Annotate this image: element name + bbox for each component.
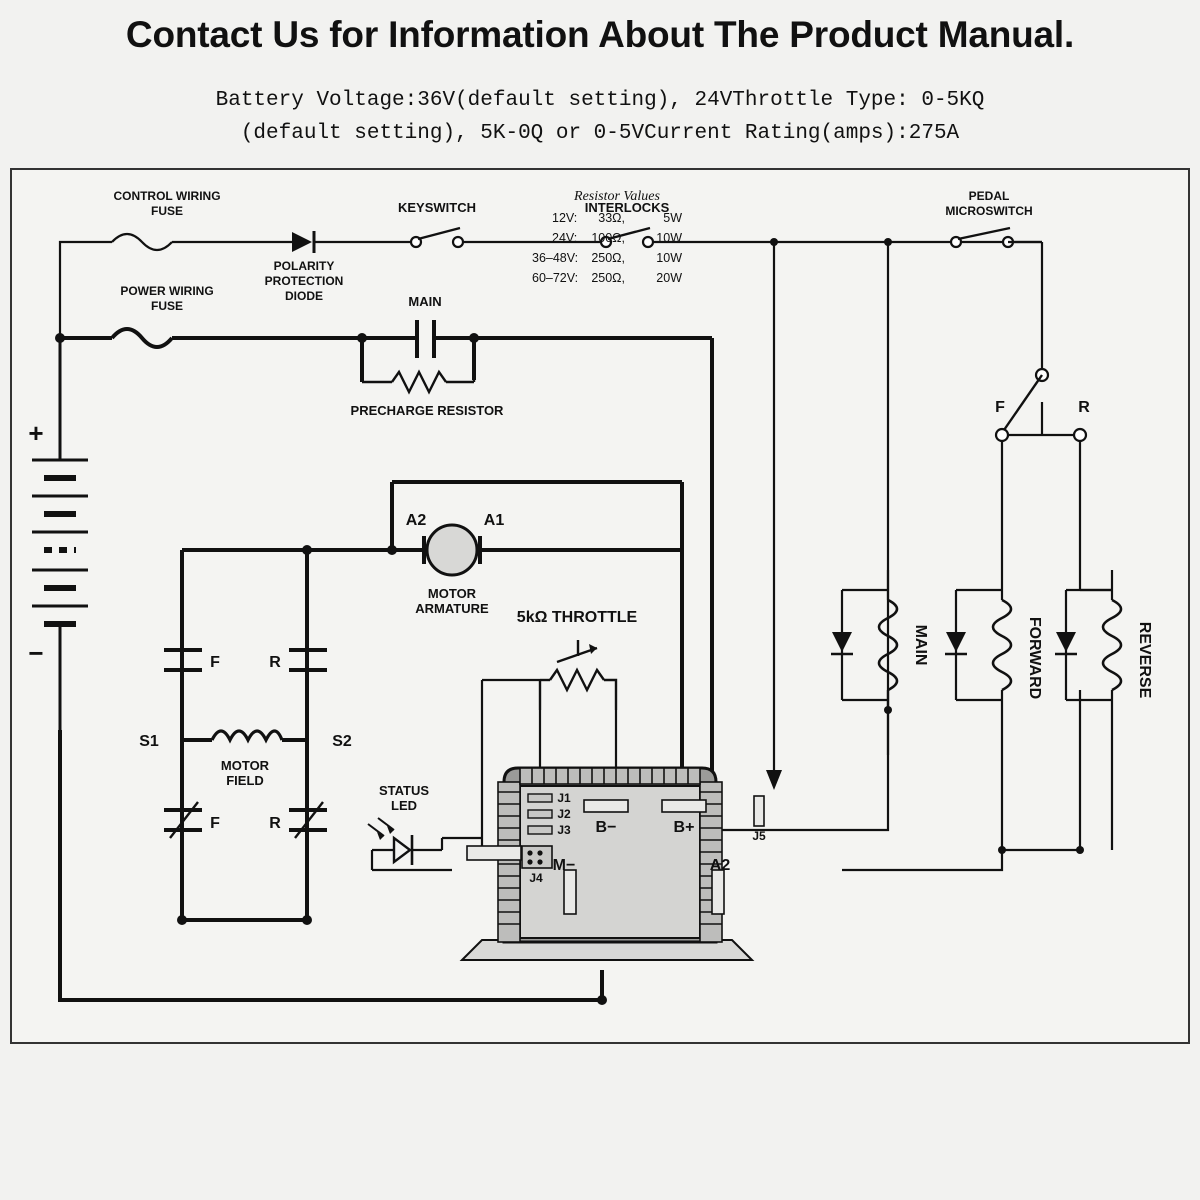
reverse-coil-label: REVERSE <box>1136 621 1153 699</box>
field-contact-f-upper-label: F <box>210 654 220 671</box>
selector-f-label: F <box>995 399 1005 416</box>
connector-j1-label: J1 <box>557 791 571 805</box>
terminal-m-minus-label: M− <box>552 857 576 874</box>
terminal-a2-label: A2 <box>709 857 731 874</box>
pedal-microswitch-label-2: MICROSWITCH <box>945 204 1033 218</box>
motor-armature-label-1: MOTOR <box>427 586 477 601</box>
connector-j4-pad <box>522 846 552 868</box>
motor-armature-symbol <box>424 525 480 575</box>
connector-j3-label: J3 <box>557 823 571 837</box>
polarity-diode-label-3: DIODE <box>284 289 324 303</box>
power-wiring-fuse-symbol <box>112 329 172 347</box>
battery-minus-label: − <box>28 638 44 668</box>
battery-symbol <box>32 338 88 730</box>
main-coil-label: MAIN <box>912 624 929 666</box>
field-contacts-upper <box>164 650 327 670</box>
controller-input-arrows <box>674 482 782 790</box>
connector-j2-pad <box>528 810 552 818</box>
status-led-symbol <box>368 818 482 870</box>
pedal-microswitch-label-1: PEDAL <box>968 189 1010 203</box>
field-contacts-lower <box>164 802 327 838</box>
connector-j1-pad <box>528 794 552 802</box>
power-wiring-fuse-label-2: FUSE <box>150 299 184 313</box>
polarity-diode-label-2: PROTECTION <box>264 274 344 288</box>
main-contactor-contacts <box>402 320 452 358</box>
keyswitch-label: KEYSWITCH <box>398 200 476 215</box>
resistor-row-2-voltage: 36–48V: <box>532 251 579 265</box>
motor-field-label-1: MOTOR <box>220 758 270 773</box>
connector-j4-label: J4 <box>529 871 543 885</box>
motor-field-label-2: FIELD <box>226 773 264 788</box>
motor-armature-label-2: ARMATURE <box>415 601 489 616</box>
terminal-b-minus-label: B− <box>595 819 617 836</box>
power-wiring-fuse-label-1: POWER WIRING <box>120 284 214 298</box>
selector-r-label: R <box>1078 399 1090 416</box>
main-contactor-label: MAIN <box>408 294 442 309</box>
reverse-coil-group <box>1055 570 1121 850</box>
s1-label: S1 <box>139 733 159 750</box>
resistor-values-title: Resistor Values <box>574 189 660 204</box>
resistor-values-table <box>532 189 682 285</box>
interlocks-label: INTERLOCKS <box>584 200 670 215</box>
connector-j3-pad <box>528 826 552 834</box>
page-title: Contact Us for Information About The Product Manual. <box>125 14 1075 55</box>
resistor-row-1-ohms: 100Ω, <box>591 231 625 245</box>
precharge-resistor-label: PRECHARGE RESISTOR <box>350 403 504 418</box>
resistor-row-0-ohms: 33Ω, <box>598 211 625 225</box>
field-contact-f-lower-label: F <box>210 815 220 832</box>
armature-a2-label: A2 <box>405 512 427 529</box>
resistor-row-2-watts: 10W <box>656 251 682 265</box>
status-led-label-1: STATUS <box>378 783 430 798</box>
wiring-diagram <box>10 168 1190 1044</box>
s2-label: S2 <box>332 733 352 750</box>
subtitle-line-1: Battery Voltage:36V(default setting), 24VThrottle Type: 0-5KQ <box>215 89 985 112</box>
control-wiring-fuse-label-1: CONTROL WIRING <box>113 189 221 203</box>
terminal-m-minus-pad <box>564 870 576 914</box>
battery-plus-label: + <box>28 418 44 448</box>
schematic-svg <box>12 170 1188 1042</box>
resistor-row-3-watts: 20W <box>656 271 682 285</box>
terminal-b-minus-pad <box>584 800 628 812</box>
subtitle-line-2: (default setting), 5K-0Q or 0-5VCurrent Rating(amps):275A <box>240 122 960 145</box>
polarity-protection-diode-symbol <box>292 231 314 253</box>
control-wiring-fuse-symbol <box>112 234 172 250</box>
connector-j5-label: J5 <box>752 829 766 843</box>
field-contact-r-upper-label: R <box>269 654 281 671</box>
terminal-a2-pad <box>712 870 724 914</box>
status-led-label-2: LED <box>391 798 417 813</box>
motor-field-coil-symbol <box>212 731 282 740</box>
resistor-row-1-watts: 10W <box>656 231 682 245</box>
resistor-row-2-ohms: 250Ω, <box>591 251 625 265</box>
terminal-j5-pad <box>754 796 764 826</box>
resistor-row-1-voltage: 24V: <box>552 231 578 245</box>
polarity-diode-label-1: POLARITY <box>273 259 335 273</box>
terminal-b-plus-label: B+ <box>673 819 695 836</box>
control-wiring-fuse-label-2: FUSE <box>150 204 184 218</box>
throttle-label: 5kΩ THROTTLE <box>516 609 638 626</box>
forward-coil-group <box>945 570 1011 700</box>
resistor-row-3-voltage: 60–72V: <box>532 271 579 285</box>
connector-j2-label: J2 <box>557 807 571 821</box>
page-subtitle <box>110 84 1090 150</box>
terminal-b-plus-pad <box>662 800 706 812</box>
resistor-row-3-ohms: 250Ω, <box>591 271 625 285</box>
pedal-microswitch-symbol[interactable] <box>951 228 1042 247</box>
armature-a1-label: A1 <box>483 512 505 529</box>
resistor-row-0-voltage: 12V: <box>552 211 578 225</box>
forward-coil-label: FORWARD <box>1026 616 1043 700</box>
field-contact-r-lower-label: R <box>269 815 281 832</box>
throttle-potentiometer-symbol[interactable] <box>540 640 616 710</box>
resistor-row-0-watts: 5W <box>663 211 682 225</box>
keyswitch-symbol[interactable] <box>411 228 463 247</box>
